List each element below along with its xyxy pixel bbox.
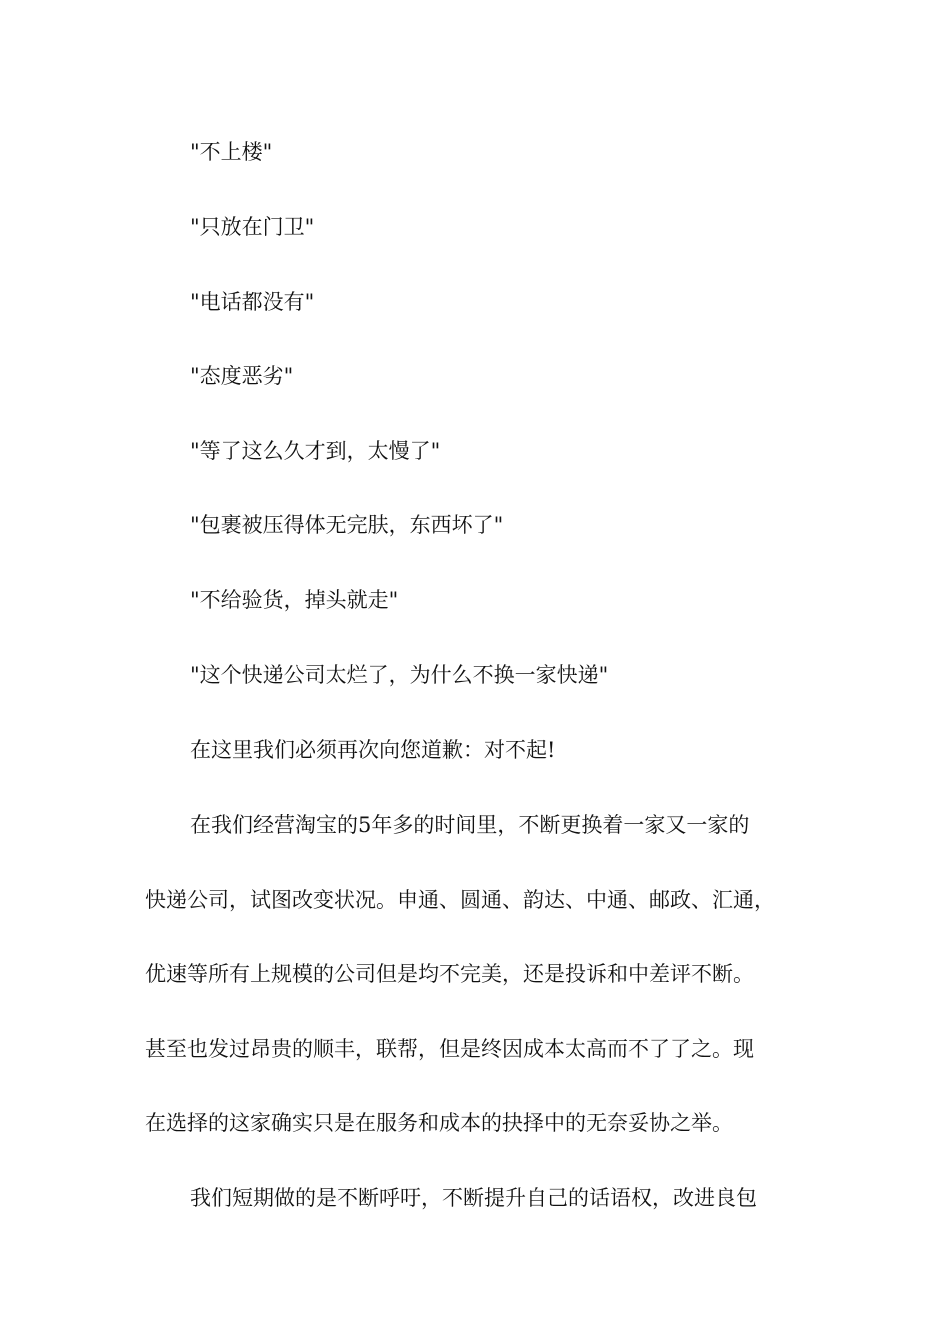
complaint-quote: "不给验货，掉头就走" [190, 588, 399, 612]
complaint-quote: "不上楼" [190, 140, 273, 164]
complaint-quote: "态度恶劣" [190, 364, 294, 388]
complaint-quote: "这个快递公司太烂了，为什么不换一家快递" [190, 663, 609, 687]
paragraph-line: 甚至也发过昂贵的顺丰，联帮，但是终因成本太高而不了了之。现 [145, 1037, 754, 1061]
complaint-quote: "等了这么久才到，太慢了" [190, 439, 441, 463]
paragraph-line: 我们短期做的是不断呼吁，不断提升自己的话语权，改进良包 [190, 1186, 757, 1210]
paragraph-line: 在选择的这家确实只是在服务和成本的抉择中的无奈妥协之举。 [145, 1111, 733, 1135]
apology-line: 在这里我们必须再次向您道歉：对不起! [190, 738, 556, 762]
complaint-quote: "包裹被压得体无完肤，东西坏了" [190, 513, 504, 537]
complaint-quote: "只放在门卫" [190, 215, 315, 239]
paragraph-line: 快递公司，试图改变状况。申通、圆通、韵达、中通、邮政、汇通， [145, 888, 775, 912]
complaint-quote: "电话都没有" [190, 290, 315, 314]
paragraph-line: 在我们经营淘宝的5年多的时间里，不断更换着一家又一家的 [190, 813, 750, 837]
paragraph-line: 优速等所有上规模的公司但是均不完美，还是投诉和中差评不断。 [145, 962, 754, 986]
